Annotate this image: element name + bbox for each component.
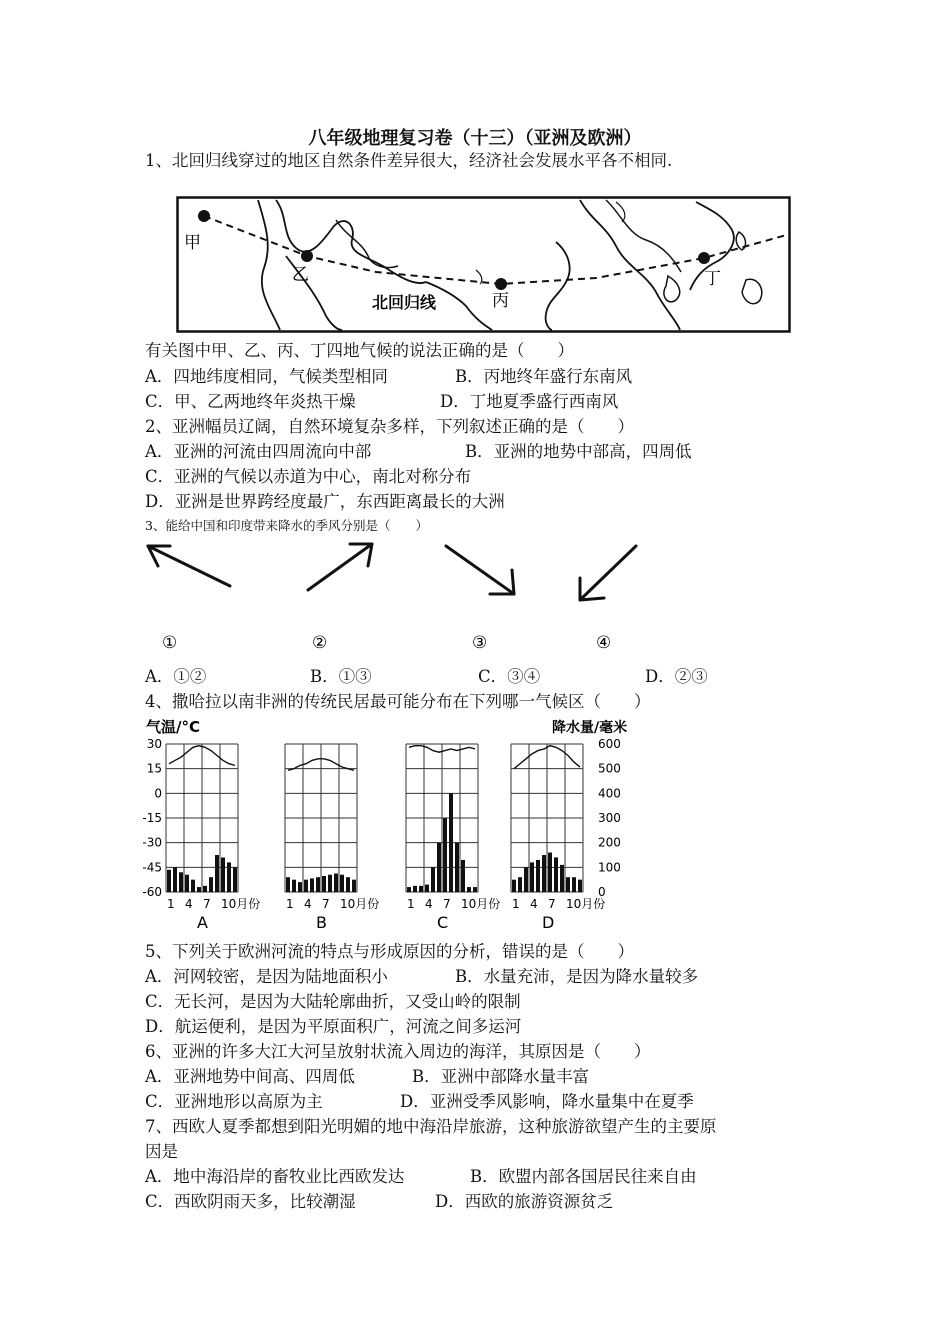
map-label-bing: 丙	[492, 291, 509, 311]
month-tick-label: 1	[286, 897, 294, 911]
precip-bar-A-2	[173, 867, 177, 892]
temp-tick-label: 0	[154, 786, 162, 801]
q3-option-a[interactable]: A．①②	[145, 667, 207, 686]
month-tick-label: 4	[185, 897, 193, 911]
climate-chart-A	[166, 744, 260, 932]
month-tick-label: 10月份	[461, 897, 501, 911]
arrow-label-3: ③	[472, 633, 488, 653]
precip-tick-label: 600	[598, 737, 621, 751]
precip-bar-C-7	[443, 818, 447, 892]
precip-bar-C-8	[449, 793, 453, 892]
arrow-label-1: ①	[162, 633, 178, 653]
arrow-1	[148, 546, 230, 586]
question-6-stem: 6、亚洲的许多大江大河呈放射状流入周边的海洋，其原因是（ ）	[145, 1042, 651, 1061]
month-tick-label: 4	[530, 897, 538, 911]
q3-option-c[interactable]: C．③④	[478, 667, 541, 686]
question-7-stem-line1: 7、西欧人夏季都想到阳光明媚的地中海沿岸旅游，这种旅游欲望产生的主要原	[145, 1117, 717, 1136]
q7-option-a[interactable]: A．地中海沿岸的畜牧业比西欧发达	[145, 1167, 405, 1186]
temp-tick-label: -60	[142, 885, 162, 899]
map-label-ding: 丁	[704, 269, 721, 289]
precip-bar-C-5	[431, 867, 435, 892]
precip-bar-D-8	[554, 857, 558, 892]
q6-option-c[interactable]: C．亚洲地形以高原为主	[145, 1092, 323, 1111]
q6-option-b[interactable]: B．亚洲中部降水量丰富	[412, 1067, 590, 1086]
month-tick-label: 7	[322, 897, 330, 911]
q1-option-d[interactable]: D．丁地夏季盛行西南风	[440, 392, 619, 411]
precip-bar-D-3	[524, 867, 528, 892]
question-2-stem: 2、亚洲幅员辽阔，自然环境复杂多样，下列叙述正确的是（ ）	[145, 417, 634, 436]
precip-bar-B-11	[346, 877, 350, 892]
q1-option-c[interactable]: C．甲、乙两地终年炎热干燥	[145, 392, 356, 411]
precip-bar-C-6	[437, 843, 441, 892]
month-tick-label: 1	[407, 897, 415, 911]
precip-bar-D-9	[560, 865, 564, 892]
climate-chart-D	[511, 744, 605, 932]
q5-option-d[interactable]: D．航运便利，是因为平原面积广，河流之间多运河	[145, 1017, 522, 1036]
precip-bar-D-11	[572, 877, 576, 892]
question-7-stem-line2: 因是	[145, 1142, 178, 1161]
q7-option-b[interactable]: B．欧盟内部各国居民往来自由	[470, 1167, 697, 1186]
month-tick-label: 1	[512, 897, 520, 911]
q6-option-d[interactable]: D．亚洲受季风影响，降水量集中在夏季	[400, 1092, 694, 1111]
question-3-stem: 3、能给中国和印度带来降水的季风分别是（ ）	[145, 518, 428, 533]
precip-bar-C-3	[419, 886, 423, 892]
precip-bar-D-5	[536, 860, 540, 892]
q5-option-a[interactable]: A．河网较密，是因为陆地面积小	[145, 967, 388, 986]
precip-bar-C-12	[473, 887, 477, 892]
map-label-jia: 甲	[184, 233, 201, 253]
precip-bar-A-1	[167, 870, 171, 892]
precip-bar-C-2	[413, 886, 417, 892]
precip-bar-C-1	[407, 887, 411, 892]
precip-bar-B-2	[292, 880, 296, 892]
precip-bar-B-5	[310, 878, 314, 892]
precip-bar-A-4	[185, 875, 189, 892]
temp-axis-label: 气温/°C	[146, 718, 200, 736]
monsoon-arrows	[140, 538, 660, 658]
precip-bar-C-9	[455, 843, 459, 892]
precip-tick-label: 100	[598, 860, 621, 875]
arrow-label-4: ④	[596, 633, 612, 653]
q5-option-c[interactable]: C．无长河，是因为大陆轮廓曲折，又受山岭的限制	[145, 992, 521, 1011]
temp-tick-label: -30	[142, 835, 162, 850]
tropic-map	[176, 196, 792, 334]
precip-bar-D-6	[542, 855, 546, 892]
q1-option-a[interactable]: A．四地纬度相同，气候类型相同	[145, 367, 388, 386]
question-4-stem: 4、撒哈拉以南非洲的传统民居最可能分布在下列哪一气候区（ ）	[145, 692, 651, 711]
precip-tick-label: 400	[598, 786, 621, 801]
temp-tick-label: -15	[142, 811, 162, 825]
month-tick-label: 10月份	[221, 897, 261, 911]
precip-bar-A-3	[179, 872, 183, 892]
precip-tick-label: 500	[598, 761, 621, 776]
month-tick-label: 1	[167, 897, 175, 911]
chart-letter-A: A	[197, 913, 208, 932]
precip-bar-A-12	[233, 867, 237, 892]
precip-bar-A-11	[227, 862, 231, 892]
page-title: 八年级地理复习卷（十三）（亚洲及欧洲）	[308, 128, 642, 149]
q2-option-c[interactable]: C．亚洲的气候以赤道为中心，南北对称分布	[145, 467, 472, 486]
precip-bar-D-10	[566, 877, 570, 892]
q6-option-a[interactable]: A．亚洲地势中间高、四周低	[145, 1067, 355, 1086]
precip-bar-B-7	[322, 876, 326, 892]
climate-charts	[140, 714, 640, 936]
precip-bar-A-5	[191, 880, 195, 892]
q2-option-a[interactable]: A．亚洲的河流由四周流向中部	[145, 442, 372, 461]
precip-bar-A-9	[215, 855, 219, 892]
q5-option-b[interactable]: B．水量充沛，是因为降水量较多	[455, 967, 699, 986]
month-tick-label: 4	[425, 897, 433, 911]
temp-tick-label: -45	[142, 860, 162, 875]
chart-letter-C: C	[437, 913, 449, 932]
precip-bar-A-8	[209, 877, 213, 892]
month-tick-label: 10月份	[340, 897, 380, 911]
month-tick-label: 10月份	[566, 897, 606, 911]
precip-bar-B-6	[316, 877, 320, 892]
precip-bar-B-12	[352, 880, 356, 892]
month-tick-label: 7	[443, 897, 451, 911]
map-label-yi: 乙	[292, 265, 309, 285]
q1-option-b[interactable]: B．丙地终年盛行东南风	[455, 367, 633, 386]
month-tick-label: 4	[304, 897, 312, 911]
chart-letter-D: D	[542, 913, 555, 932]
precip-bar-C-4	[425, 885, 429, 892]
precip-axis-label: 降水量/毫米	[552, 720, 628, 736]
q3-option-d[interactable]: D．②③	[645, 667, 708, 686]
q3-option-b[interactable]: B．①③	[310, 667, 372, 686]
arrow-3	[446, 546, 514, 594]
precip-tick-label: 0	[598, 885, 606, 899]
precip-bar-D-2	[518, 877, 522, 892]
precip-bar-D-12	[578, 880, 582, 892]
precip-bar-B-8	[328, 875, 332, 892]
climate-chart-C	[406, 744, 500, 932]
climate-chart-B	[285, 744, 379, 932]
precip-bar-D-4	[530, 862, 534, 892]
precip-bar-A-10	[221, 857, 225, 892]
precip-bar-B-9	[334, 874, 338, 893]
precip-bar-B-4	[304, 880, 308, 892]
precip-tick-label: 300	[598, 811, 621, 825]
q2-option-d[interactable]: D．亚洲是世界跨经度最广，东西距离最长的大洲	[145, 492, 505, 511]
precip-bar-A-6	[197, 887, 201, 892]
q2-option-b[interactable]: B．亚洲的地势中部高，四周低	[465, 442, 692, 461]
precip-bar-D-1	[512, 880, 516, 892]
precip-bar-C-11	[467, 887, 471, 892]
arrow-2	[308, 544, 372, 590]
precip-bar-A-7	[203, 886, 207, 892]
q7-option-c[interactable]: C．西欧阴雨天多，比较潮湿	[145, 1192, 356, 1211]
q7-option-d[interactable]: D．西欧的旅游资源贫乏	[435, 1192, 614, 1211]
question-5-stem: 5、下列关于欧洲河流的特点与形成原因的分析，错误的是（ ）	[145, 942, 634, 961]
precip-bar-C-10	[461, 860, 465, 892]
question-1-text: 有关图中甲、乙、丙、丁四地气候的说法正确的是（ ）	[145, 341, 574, 360]
temp-tick-label: 30	[146, 737, 162, 751]
precip-bar-B-3	[298, 882, 302, 892]
question-1-stem: 1、北回归线穿过的地区自然条件差异很大，经济社会发展水平各不相同.	[145, 151, 673, 170]
precip-bar-B-1	[286, 877, 290, 892]
precip-bar-D-7	[548, 853, 552, 892]
map-label-tropic: 北回归线	[372, 293, 437, 312]
month-tick-label: 7	[203, 897, 211, 911]
chart-letter-B: B	[316, 913, 327, 932]
temp-tick-label: 15	[146, 761, 162, 776]
precip-bar-B-10	[340, 875, 344, 892]
month-tick-label: 7	[548, 897, 556, 911]
arrow-label-2: ②	[312, 633, 328, 653]
precip-tick-label: 200	[598, 835, 621, 850]
arrow-4	[580, 546, 636, 600]
